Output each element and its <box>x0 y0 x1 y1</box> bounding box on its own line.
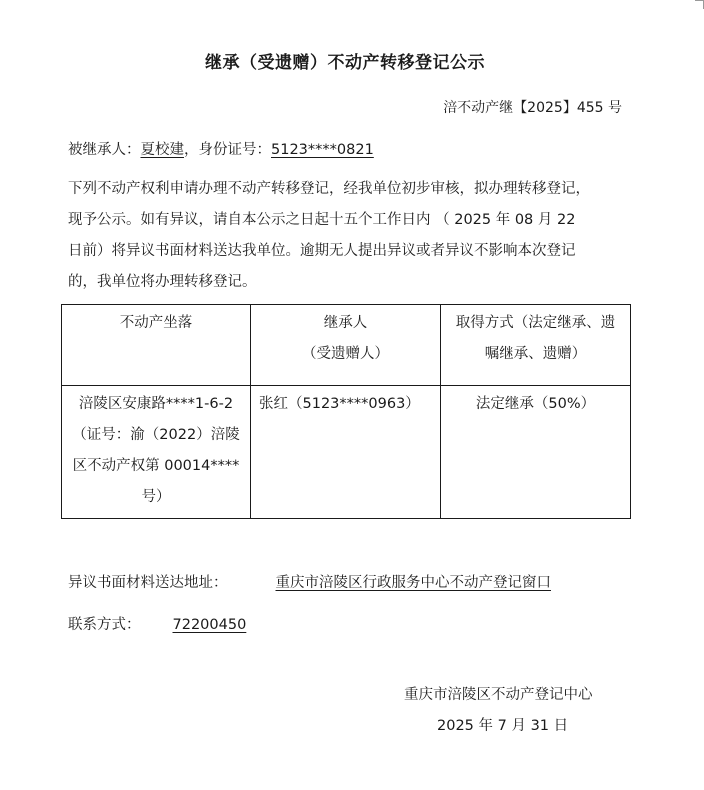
notice-body-line: 日前）将异议书面材料送达我单位。逾期无人提出异议或者异议不影响本次登记 <box>68 243 576 259</box>
header-location: 不动产坐落 <box>62 305 251 386</box>
decedent-id-label: ，身份证号： <box>184 142 271 158</box>
page-corner-mark <box>695 0 704 9</box>
notice-body-line: 的，我单位将办理转移登记。 <box>68 274 257 290</box>
cell-acquisition-method: 法定继承（50%） <box>441 386 631 519</box>
contact-info <box>68 613 246 634</box>
contact-phone: 72200450 <box>172 617 247 633</box>
document-number: 涪不动产继【2025】455 号 <box>443 100 622 116</box>
contact-label: 联系方式： <box>68 617 141 633</box>
issue-date: 2025 年 7 月 31 日 <box>437 718 569 734</box>
objection-address-value: 重庆市涪陵区行政服务中心不动产登记窗口 <box>275 575 551 591</box>
decedent-id-number: 5123****0821 <box>271 142 374 158</box>
decedent-name: 夏校建 <box>140 142 184 158</box>
cell-property-location: 涪陵区安康路****1-6-2 （证号：渝（2022）涪陵 区不动产权第 00014**** 号） <box>62 386 251 519</box>
header-heir: 继承人 （受遗赠人） <box>251 305 441 386</box>
decedent-label: 被继承人： <box>68 142 141 158</box>
notice-body-line: 现予公示。如有异议，请自本公示之日起十五个工作日内 （ 2025 年 08 月 22 <box>68 212 576 228</box>
objection-address <box>68 571 551 592</box>
cell-heir: 张红（5123****0963） <box>251 386 441 519</box>
decedent-info <box>68 138 374 159</box>
issuing-authority: 重庆市涪陵区不动产登记中心 <box>404 687 593 703</box>
notice-body <box>68 174 634 298</box>
header-acquisition-method: 取得方式（法定继承、遗 嘱继承、遗赠） <box>441 305 631 386</box>
objection-address-label: 异议书面材料送达地址： <box>68 575 228 591</box>
table-header-row <box>62 305 631 386</box>
notice-body-line: 下列不动产权利申请办理不动产转移登记，经我单位初步审核，拟办理转移登记， <box>68 181 590 197</box>
property-table <box>61 304 631 519</box>
table-row <box>62 386 631 519</box>
page-title: 继承（受遗赠）不动产转移登记公示 <box>205 53 485 73</box>
